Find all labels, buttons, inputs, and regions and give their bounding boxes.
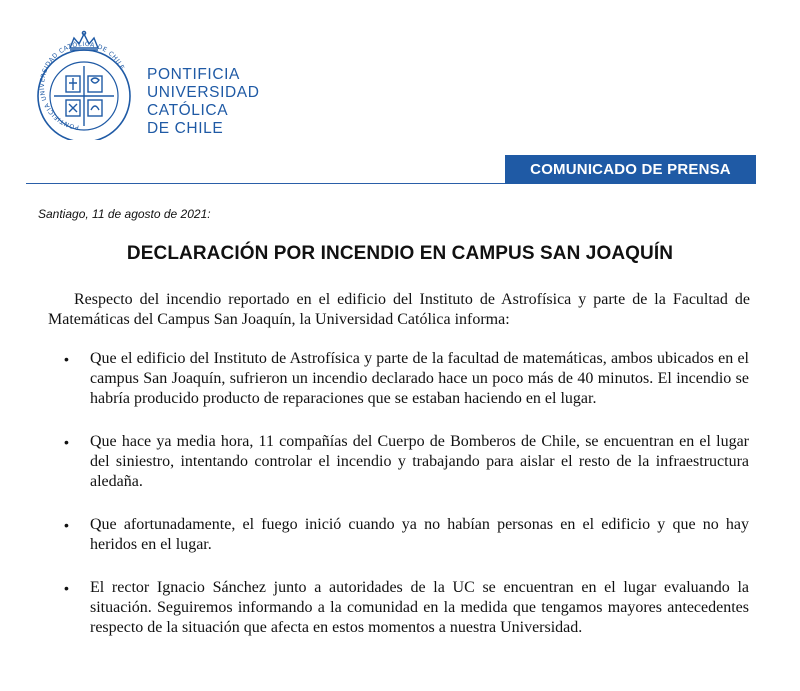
- bullet-icon: •: [64, 351, 69, 367]
- institution-line: PONTIFICIA: [147, 66, 240, 83]
- document-title: DECLARACIÓN POR INCENDIO EN CAMPUS SAN JOAQUÍN: [126, 243, 674, 264]
- bullet-icon: •: [64, 517, 69, 533]
- press-release-banner: COMUNICADO DE PRENSA: [505, 155, 756, 184]
- institution-line: DE CHILE: [147, 120, 224, 137]
- list-item: [0, 515, 800, 555]
- institution-name: [147, 66, 260, 138]
- list-item-text: Que el edificio del Instituto de Astrofísica y parte de la facultad de matemáticas, ambos ubicados en el campus San Joaquín, sufrieron un incendio declarado hace un poco más de 40 minutos. El incendio se habría producido producto de reparaciones que se estaban haciendo en el lugar.: [90, 350, 749, 407]
- dateline: Santiago, 11 de agosto de 2021:: [38, 207, 211, 221]
- list-item-text: Que hace ya media hora, 11 compañías del Cuerpo de Bomberos de Chile, se encuentran en el lugar del siniestro, intentando controlar el incendio y trabajando para aislar el resto de la infraestructura aledaña.: [90, 433, 749, 490]
- university-seal-logo: [36, 28, 132, 140]
- bullet-icon: •: [64, 580, 69, 596]
- seal-ring-text: PONTIFICIA UNIVERSIDAD CATÓLICA DE CHILE: [38, 40, 126, 131]
- institution-line: UNIVERSIDAD: [147, 84, 260, 101]
- intro-paragraph: Respecto del incendio reportado en el edificio del Instituto de Astrofísica y parte de la Facultad de Matemáticas del Campus San Joaquín, la Universidad Católica informa:: [48, 291, 750, 328]
- list-item-text: El rector Ignacio Sánchez junto a autoridades de la UC se encuentran en el lugar evaluando la situación. Seguiremos informando a la comunidad en la medida que tengamos mayores antecedentes respecto de la situación que afecta en estos momentos a nuestra Universidad.: [90, 579, 749, 636]
- institution-line: CATÓLICA: [147, 102, 229, 119]
- list-item-text: Que afortunadamente, el fuego inició cuando ya no habían personas en el edificio y que no hay heridos en el lugar.: [90, 516, 749, 553]
- statement-list: [0, 349, 800, 638]
- list-item: [0, 578, 800, 638]
- list-item: [0, 432, 800, 492]
- bullet-icon: •: [64, 434, 69, 450]
- list-item: [0, 349, 800, 409]
